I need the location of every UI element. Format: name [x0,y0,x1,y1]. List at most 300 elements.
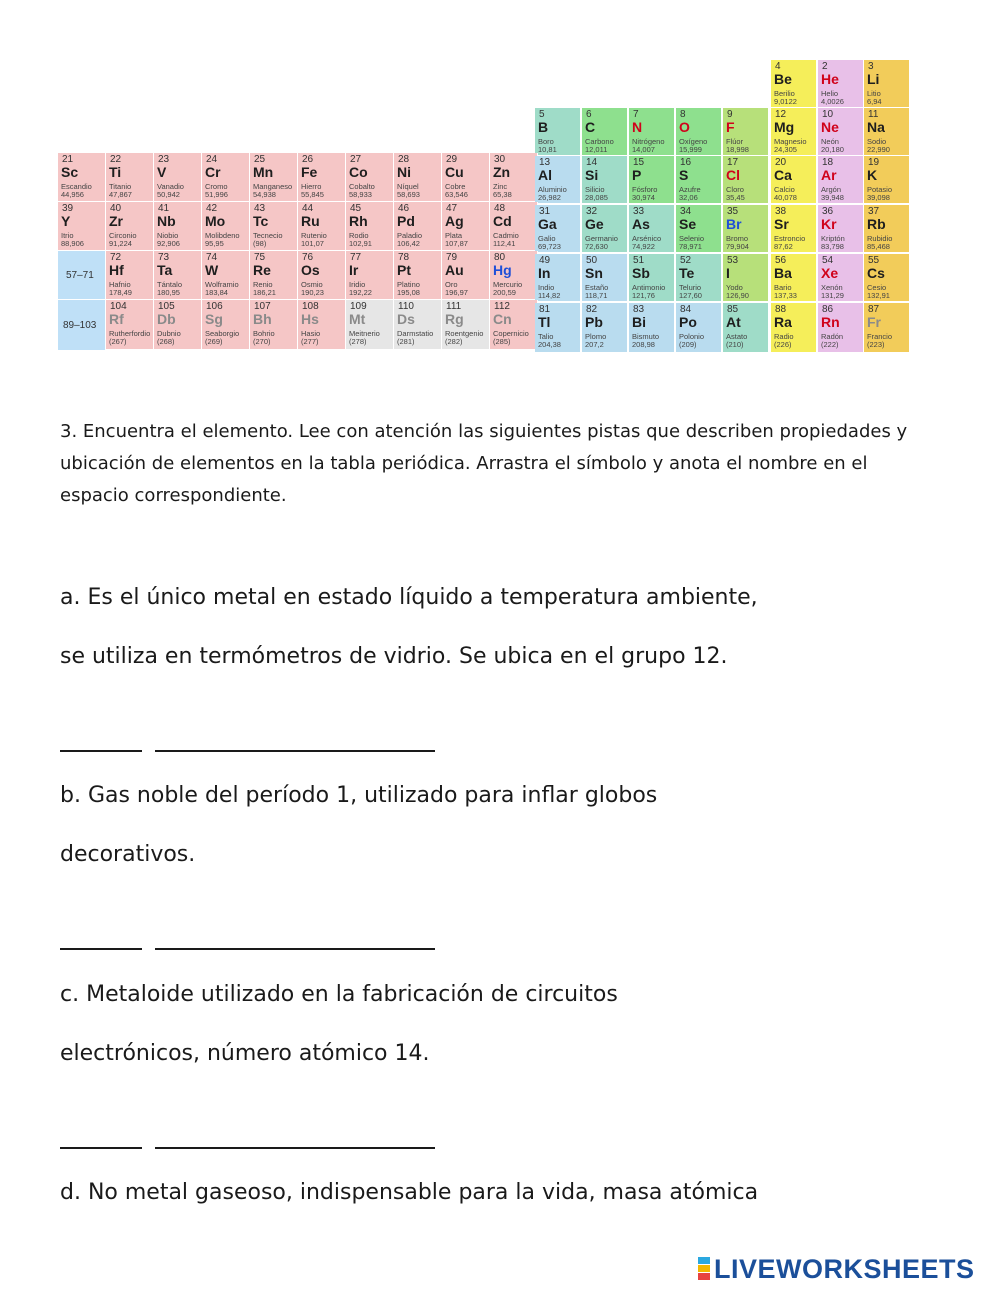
element-cell-sn[interactable] [582,254,628,302]
atomic-mass: 118,71 [585,291,608,300]
name-blank-a[interactable] [155,749,435,752]
element-cell-rb[interactable] [864,205,910,253]
element-cell-as[interactable] [629,205,675,253]
symbol-blank-b[interactable] [60,947,142,950]
element-symbol: Tc [253,213,269,229]
element-name: Germanio [585,234,618,243]
element-symbol: C [585,119,596,135]
atomic-mass: 92,906 [157,239,180,248]
element-name: Hierro [301,182,322,191]
element-cell-cn[interactable] [490,300,538,350]
element-cell-si[interactable] [582,156,628,204]
atomic-mass: 127,60 [679,291,702,300]
element-name: Aluminio [538,185,567,194]
element-cell-bh[interactable] [250,300,298,350]
atomic-number: 47 [446,203,458,214]
atomic-mass: 204,38 [538,340,561,349]
question-a-line-1: a. Es el único metal en estado líquido a temperatura ambiente, [60,585,758,610]
element-cell-in[interactable] [535,254,581,302]
element-name: Bario [774,283,792,292]
atomic-mass: 15,999 [679,145,702,154]
element-cell-li[interactable] [864,60,910,108]
element-cell-te[interactable] [676,254,722,302]
element-symbol: Cu [445,164,464,180]
atomic-number: 49 [539,255,551,266]
element-cell-re[interactable] [250,251,298,300]
atomic-number: 46 [398,203,410,214]
atomic-mass: 55,845 [301,190,324,199]
element-cell-f[interactable] [723,108,769,156]
element-symbol: O [679,119,690,135]
element-symbol: B [538,119,549,135]
element-symbol: At [726,314,741,330]
element-cell-rg[interactable] [442,300,490,350]
element-symbol: Zn [493,164,511,180]
element-cell-be[interactable] [771,60,817,108]
element-name: Cobre [445,182,466,191]
element-cell-ba[interactable] [771,254,817,302]
element-symbol: Au [445,262,464,278]
atomic-mass: 83,798 [821,242,844,251]
atomic-mass: (269) [205,337,223,346]
element-name: Cesio [867,283,887,292]
element-cell-v[interactable] [154,153,202,202]
element-cell-cs[interactable] [864,254,910,302]
element-name: Rutherfordio [109,329,151,338]
atomic-mass: 106,42 [397,239,420,248]
element-name: Cadmio [493,231,519,240]
element-symbol: Ra [774,314,792,330]
atomic-mass: 186,21 [253,288,276,297]
atomic-mass: (268) [157,337,175,346]
element-cell-i[interactable] [723,254,769,302]
element-symbol: Ni [397,164,411,180]
symbol-blank-c[interactable] [60,1146,142,1149]
element-symbol: Ne [821,119,839,135]
element-name: Renio [253,280,273,289]
element-cell-ag[interactable] [442,202,490,251]
element-name: Zinc [493,182,508,191]
atomic-number: 29 [446,154,458,165]
atomic-mass: (277) [301,337,319,346]
atomic-number: 30 [494,154,506,165]
element-cell-os[interactable] [298,251,346,300]
atomic-mass: (226) [774,340,792,349]
atomic-mass: (223) [867,340,885,349]
element-cell-pt[interactable] [394,251,442,300]
element-cell-he[interactable] [818,60,864,108]
atomic-mass: 69,723 [538,242,561,251]
element-cell-cd[interactable] [490,202,538,251]
element-cell-mt[interactable] [346,300,394,350]
element-symbol: Ar [821,167,837,183]
atomic-mass: 88,906 [61,239,84,248]
atomic-number: 41 [158,203,170,214]
element-name: Hafnio [109,280,131,289]
element-symbol: Re [253,262,271,278]
atomic-number: 20 [775,157,787,168]
element-cell-p[interactable] [629,156,675,204]
atomic-mass: 14,007 [632,145,655,154]
atomic-number: 50 [586,255,598,266]
element-cell-ir[interactable] [346,251,394,300]
element-symbol: Mt [349,311,366,327]
element-cell-mg[interactable] [771,108,817,156]
atomic-number: 21 [62,154,74,165]
atomic-number: 36 [822,206,834,217]
symbol-blank-a[interactable] [60,749,142,752]
element-name: Dubnio [157,329,181,338]
question-c-line-2: electrónicos, número atómico 14. [60,1041,430,1066]
element-symbol: Be [774,71,792,87]
atomic-mass: (281) [397,337,415,346]
element-cell-ga[interactable] [535,205,581,253]
element-cell-ar[interactable] [818,156,864,204]
atomic-mass: 32,06 [679,193,698,202]
element-name: Roentgenio [445,329,484,338]
element-cell-ds[interactable] [394,300,442,350]
atomic-number: 73 [158,252,170,263]
element-name: Francio [867,332,893,341]
atomic-number: 31 [539,206,551,217]
atomic-number: 8 [680,109,686,120]
atomic-number: 87 [868,304,880,315]
atomic-number: 81 [539,304,551,315]
element-name: Antimonio [632,283,666,292]
element-cell-zn[interactable] [490,153,538,202]
element-name: Bohrio [253,329,275,338]
element-symbol: N [632,119,643,135]
element-cell-sb[interactable] [629,254,675,302]
element-symbol: Cs [867,265,885,281]
atomic-mass: 208,98 [632,340,655,349]
element-name: Níquel [397,182,419,191]
element-cell-co[interactable] [346,153,394,202]
atomic-mass: 72,630 [585,242,608,251]
element-cell-o[interactable] [676,108,722,156]
element-name: Potasio [867,185,893,194]
element-name: Argón [821,185,842,194]
element-cell-fe[interactable] [298,153,346,202]
atomic-mass: (209) [679,340,697,349]
element-symbol: Ds [397,311,415,327]
atomic-number: 19 [868,157,880,168]
element-cell-rn[interactable] [818,303,864,353]
element-cell-db[interactable] [154,300,202,350]
element-name: Telurio [679,283,702,292]
element-cell-n[interactable] [629,108,675,156]
atomic-mass: 102,91 [349,239,372,248]
question-a-line-2: se utiliza en termómetros de vidrio. Se ubica en el grupo 12. [60,644,728,669]
element-cell-pd[interactable] [394,202,442,251]
element-symbol: Kr [821,216,837,232]
element-cell-tl[interactable] [535,303,581,353]
atomic-number: 28 [398,154,410,165]
element-symbol: Mg [774,119,795,135]
atomic-mass: 39,948 [821,193,844,202]
atomic-number: 54 [822,255,834,266]
element-cell-ru[interactable] [298,202,346,251]
element-symbol: Y [61,213,71,229]
atomic-number: 24 [206,154,218,165]
element-name: Iridio [349,280,366,289]
atomic-number: 111 [446,301,462,312]
element-name: Indio [538,283,555,292]
element-cell-pb[interactable] [582,303,628,353]
atomic-number: 109 [350,301,367,312]
element-symbol: Mo [205,213,226,229]
element-cell-c[interactable] [582,108,628,156]
element-name: Astato [726,332,748,341]
element-symbol: Pd [397,213,415,229]
atomic-mass: 121,76 [632,291,655,300]
element-cell-cl[interactable] [723,156,769,204]
element-cell-sc[interactable] [58,153,106,202]
atomic-mass: (222) [821,340,839,349]
atomic-number: 51 [633,255,645,266]
atomic-number: 40 [110,203,122,214]
atomic-number: 17 [727,157,739,168]
element-cell-ne[interactable] [818,108,864,156]
atomic-number: 112 [494,301,510,312]
element-cell-hg[interactable] [490,251,538,300]
element-name: Tántalo [157,280,183,289]
name-blank-b[interactable] [155,947,435,950]
atomic-number: 7 [633,109,639,120]
atomic-number: 26 [302,154,314,165]
atomic-number: 34 [680,206,692,217]
atomic-mass: 51,996 [205,190,228,199]
name-blank-c[interactable] [155,1146,435,1149]
element-name: Manganeso [253,182,293,191]
element-cell-se[interactable] [676,205,722,253]
element-symbol: Cn [493,311,512,327]
element-name: Mercurio [493,280,523,289]
element-name: Kriptón [821,234,845,243]
element-name: Plomo [585,332,607,341]
element-symbol: Si [585,167,599,183]
element-cell-al[interactable] [535,156,581,204]
atomic-number: 23 [158,154,170,165]
element-cell-ra[interactable] [771,303,817,353]
atomic-mass: (210) [726,340,744,349]
atomic-number: 110 [398,301,414,312]
question-b-line-2: decorativos. [60,842,196,867]
atomic-mass: 178,49 [109,288,132,297]
atomic-mass: 35,45 [726,193,745,202]
atomic-number: 42 [206,203,218,214]
atomic-number: 74 [206,252,218,263]
element-cell-hs[interactable] [298,300,346,350]
element-cell-po[interactable] [676,303,722,353]
element-cell-bi[interactable] [629,303,675,353]
atomic-mass: 190,23 [301,288,324,297]
element-symbol: Rg [445,311,464,327]
atomic-mass: 79,904 [726,242,749,251]
atomic-mass: 85,468 [867,242,890,251]
element-cell-kr[interactable] [818,205,864,253]
element-symbol: Al [538,167,552,183]
atomic-mass: 39,098 [867,193,890,202]
atomic-number: 107 [254,301,271,312]
element-cell-rf[interactable] [106,300,154,350]
element-symbol: Ru [301,213,320,229]
element-cell-y[interactable] [58,202,106,251]
atomic-mass: 87,62 [774,242,793,251]
atomic-number: 14 [586,157,598,168]
element-name: Hasio [301,329,321,338]
element-symbol: Rf [109,311,124,327]
element-cell-tc[interactable] [250,202,298,251]
actinide-series-cell [58,300,105,350]
element-cell-br[interactable] [723,205,769,253]
element-name: Litio [867,89,881,98]
element-name: Selenio [679,234,705,243]
element-cell-ti[interactable] [106,153,154,202]
element-symbol: Hf [109,262,124,278]
element-symbol: Br [726,216,742,232]
atomic-number: 10 [822,109,834,120]
atomic-number: 22 [110,154,122,165]
atomic-number: 79 [446,252,458,263]
atomic-number: 32 [586,206,598,217]
atomic-number: 12 [775,109,787,120]
element-name: Calcio [774,185,795,194]
element-cell-cu[interactable] [442,153,490,202]
element-name: Wolframio [205,280,239,289]
atomic-number: 33 [633,206,645,217]
element-name: Platino [397,280,420,289]
atomic-number: 4 [775,61,781,72]
question-d-line-1: d. No metal gaseoso, indispensable para la vida, masa atómica [60,1180,759,1205]
element-cell-k[interactable] [864,156,910,204]
atomic-mass: (282) [445,337,463,346]
element-symbol: He [821,71,839,87]
element-name: Cromo [205,182,228,191]
actinide-series-label: 89–103 [63,320,97,331]
logo-blocks-icon [698,1257,710,1281]
element-name: Radón [821,332,844,341]
element-cell-s[interactable] [676,156,722,204]
element-symbol: In [538,265,551,281]
element-symbol: Rh [349,213,368,229]
atomic-number: 84 [680,304,692,315]
atomic-mass: 47,867 [109,190,132,199]
element-name: Rubidio [867,234,893,243]
atomic-mass: 54,938 [253,190,276,199]
element-cell-b[interactable] [535,108,581,156]
element-name: Estaño [585,283,609,292]
element-name: Fósforo [632,185,658,194]
atomic-mass: 180,95 [157,288,180,297]
atomic-mass: 30,974 [632,193,655,202]
element-name: Galio [538,234,556,243]
element-symbol: Sc [61,164,79,180]
periodic-table [0,0,1000,360]
element-cell-xe[interactable] [818,254,864,302]
atomic-mass: (285) [493,337,511,346]
atomic-mass: 101,07 [301,239,324,248]
element-cell-sr[interactable] [771,205,817,253]
element-cell-au[interactable] [442,251,490,300]
atomic-mass: 78,971 [679,242,702,251]
atomic-mass: 183,84 [205,288,228,297]
element-symbol: Fr [867,314,881,330]
element-cell-cr[interactable] [202,153,250,202]
element-cell-na[interactable] [864,108,910,156]
atomic-mass: 44,956 [61,190,84,199]
atomic-mass: 192,22 [349,288,372,297]
element-name: Plata [445,231,463,240]
element-cell-rh[interactable] [346,202,394,251]
atomic-number: 13 [539,157,551,168]
element-symbol: Na [867,119,885,135]
element-symbol: Xe [821,265,839,281]
element-name: Yodo [726,283,743,292]
element-symbol: Ga [538,216,557,232]
element-cell-ge[interactable] [582,205,628,253]
element-symbol: S [679,167,689,183]
element-cell-ni[interactable] [394,153,442,202]
element-cell-w[interactable] [202,251,250,300]
element-name: Seaborgio [205,329,240,338]
element-name: Darmstatio [397,329,434,338]
element-name: Osmio [301,280,323,289]
element-cell-mo[interactable] [202,202,250,251]
element-cell-at[interactable] [723,303,769,353]
atomic-number: 72 [110,252,122,263]
element-name: Cloro [726,185,744,194]
element-symbol: Hs [301,311,319,327]
element-name: Oxígeno [679,137,708,146]
atomic-mass: 20,180 [821,145,844,154]
element-symbol: P [632,167,642,183]
atomic-number: 85 [727,304,739,315]
atomic-mass: 50,942 [157,190,180,199]
atomic-number: 104 [110,301,127,312]
atomic-mass: 18,998 [726,145,749,154]
element-cell-mn[interactable] [250,153,298,202]
element-symbol: Bi [632,314,646,330]
element-name: Rutenio [301,231,327,240]
atomic-mass: 12,011 [585,145,608,154]
element-symbol: Mn [253,164,274,180]
atomic-mass: 4,0026 [821,97,844,106]
element-symbol: Sg [205,311,223,327]
element-cell-hf[interactable] [106,251,154,300]
atomic-mass: 112,41 [493,239,516,248]
element-cell-fr[interactable] [864,303,910,353]
atomic-number: 105 [158,301,175,312]
element-cell-zr[interactable] [106,202,154,251]
atomic-mass: (278) [349,337,367,346]
atomic-number: 48 [494,203,506,214]
question-c-line-1: c. Metaloide utilizado en la fabricación de circuitos [60,982,618,1007]
atomic-number: 45 [350,203,362,214]
element-name: Flúor [726,137,744,146]
element-cell-ta[interactable] [154,251,202,300]
element-cell-sg[interactable] [202,300,250,350]
element-symbol: Tl [538,314,551,330]
atomic-number: 78 [398,252,410,263]
atomic-mass: 196,97 [445,288,468,297]
element-symbol: Pb [585,314,603,330]
atomic-mass: 10,81 [538,145,557,154]
element-cell-ca[interactable] [771,156,817,204]
element-cell-nb[interactable] [154,202,202,251]
element-symbol: Zr [109,213,123,229]
element-symbol: Li [867,71,880,87]
